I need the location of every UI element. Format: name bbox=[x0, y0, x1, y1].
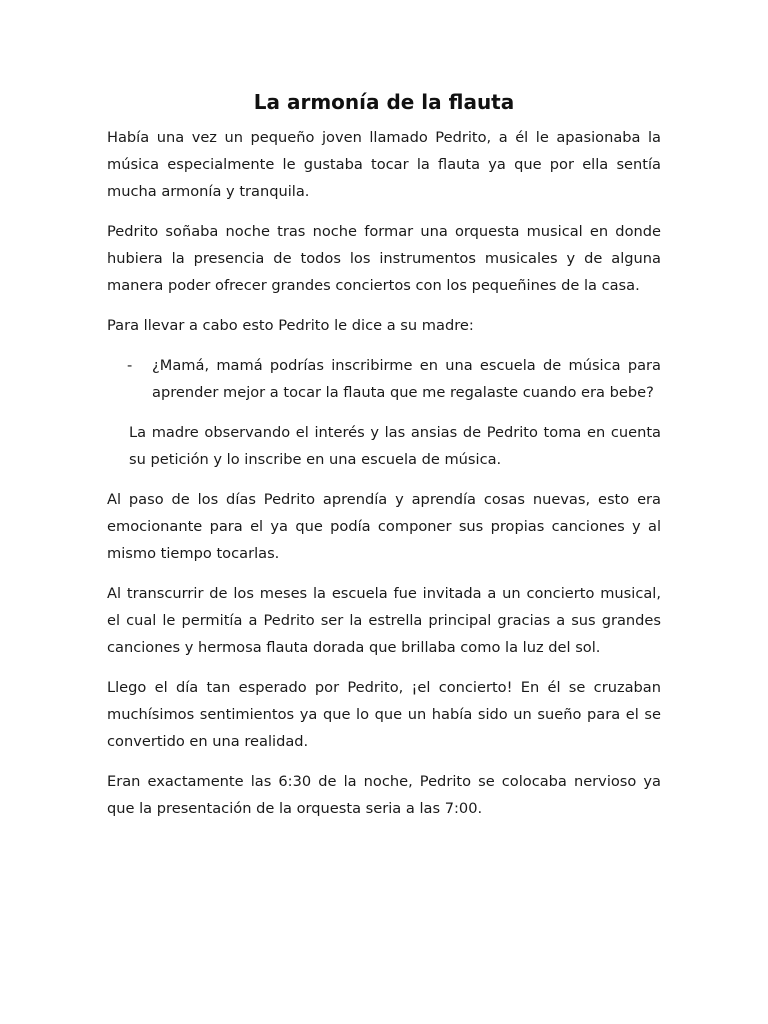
paragraph-time: Eran exactamente las 6:30 de la noche, Pedrito se colocaba nervioso ya que la presentación de la orquesta seria a las 7:00. bbox=[107, 773, 661, 817]
paragraph-learning: Al paso de los días Pedrito aprendía y aprendía cosas nuevas, esto era emocionante para el ya que podía componer sus propias canciones y al mismo tiempo tocarlas. bbox=[107, 491, 661, 562]
paragraph-dream: Pedrito soñaba noche tras noche formar una orquesta musical en donde hubiera la presencia de todos los instrumentos musicales y de alguna manera poder ofrecer grandes conciertos con los pequeñines de la casa. bbox=[107, 223, 661, 294]
paragraph-request: Para llevar a cabo esto Pedrito le dice a su madre: bbox=[107, 317, 474, 334]
dialogue-dash: - bbox=[127, 357, 133, 374]
paragraph-invitation: Al transcurrir de los meses la escuela fue invitada a un concierto musical, el cual le permitía a Pedrito ser la estrella principal gracias a sus grandes canciones y hermosa flauta dorada que brillaba como la luz del sol. bbox=[107, 585, 661, 656]
paragraph-intro: Había una vez un pequeño joven llamado Pedrito, a él le apasionaba la música especialmente le gustaba tocar la flauta ya que por ella sentía mucha armonía y tranquila. bbox=[107, 129, 661, 200]
dialogue-text: ¿Mamá, mamá podrías inscribirme en una escuela de música para aprender mejor a tocar la flauta que me regalaste cuando era bebe? bbox=[152, 357, 661, 401]
document-title: La armonía de la flauta bbox=[253, 90, 515, 114]
paragraph-concert-day: Llego el día tan esperado por Pedrito, ¡el concierto! En él se cruzaban muchísimos sentimientos ya que lo que un había sido un sueño para el se convertido en una realidad. bbox=[107, 679, 661, 750]
dialogue-line bbox=[107, 352, 661, 406]
document-page bbox=[107, 88, 661, 835]
paragraph-mother: La madre observando el interés y las ansias de Pedrito toma en cuenta su petición y lo inscribe en una escuela de música. bbox=[129, 424, 661, 468]
